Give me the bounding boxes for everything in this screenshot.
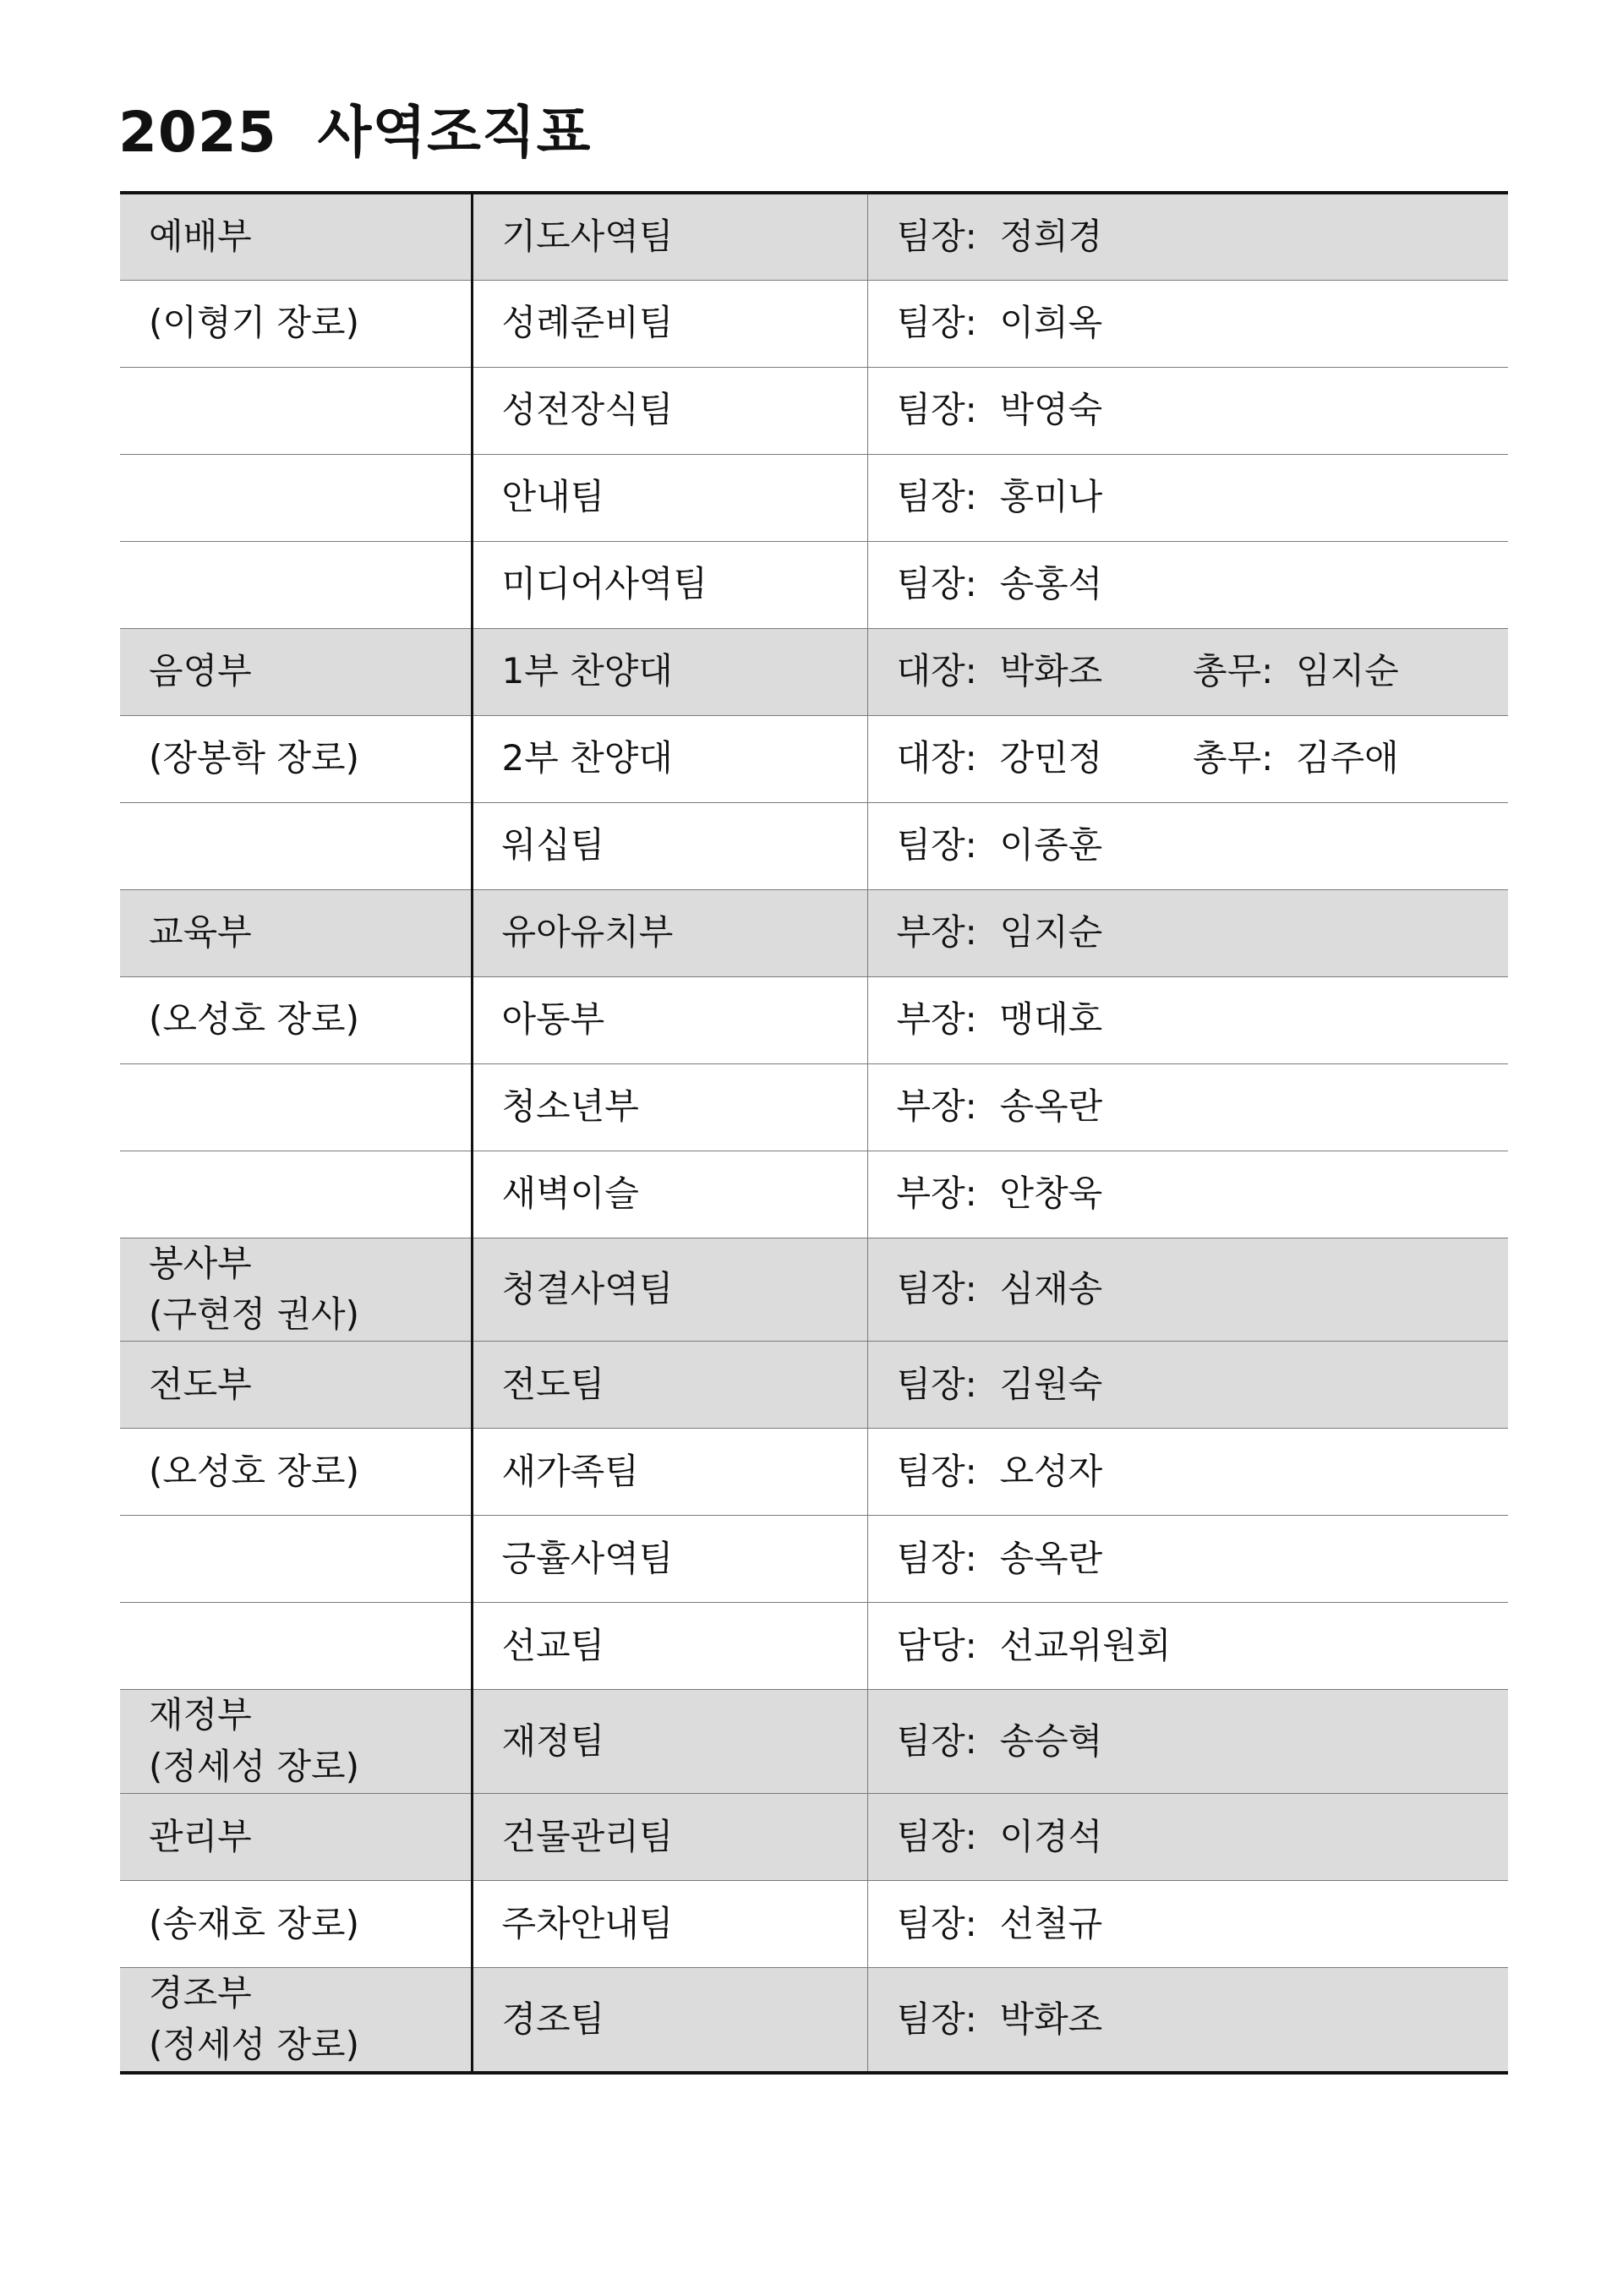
team-cell: 주차안내팀 — [472, 1881, 867, 1968]
team-cell: 선교팀 — [472, 1603, 867, 1690]
department-cell — [120, 1881, 472, 1968]
department-cell — [120, 367, 472, 454]
leader-text: 팀장: 정희경 — [896, 215, 1103, 257]
department-cell — [120, 1794, 472, 1881]
leader-cell — [867, 193, 1508, 280]
leader-cell — [867, 715, 1508, 802]
department-cell — [120, 1968, 472, 2073]
table-row — [120, 454, 1508, 541]
department-cell — [120, 1063, 472, 1151]
table-row — [120, 1238, 1508, 1342]
table-row — [120, 802, 1508, 889]
team-cell: 경조팀 — [472, 1968, 867, 2073]
leader-text: 담당: 선교위원회 — [896, 1624, 1172, 1666]
team-cell: 새가족팀 — [472, 1429, 867, 1516]
department-name: (장봉학 장로) — [149, 737, 359, 779]
table-row — [120, 1342, 1508, 1429]
department-cell — [120, 541, 472, 628]
team-cell: 전도팀 — [472, 1342, 867, 1429]
leader-text: 대장: 강민정 총무: 김주애 — [896, 737, 1399, 779]
department-cell — [120, 976, 472, 1063]
department-cell — [120, 628, 472, 715]
department-name: (오성호 장로) — [149, 998, 359, 1041]
department-elder: (정세성 장로) — [149, 1746, 359, 1788]
team-cell: 청소년부 — [472, 1063, 867, 1151]
team-cell: 유아유치부 — [472, 889, 867, 976]
leader-cell — [867, 1516, 1508, 1603]
department-cell — [120, 1429, 472, 1516]
leader-text: 부장: 안창욱 — [896, 1173, 1103, 1215]
leader-text: 부장: 송옥란 — [896, 1085, 1103, 1128]
table-row — [120, 1603, 1508, 1690]
department-name: 예배부 — [149, 215, 252, 257]
leader-text: 팀장: 선철규 — [896, 1902, 1103, 1944]
leader-cell — [867, 454, 1508, 541]
department-cell — [120, 889, 472, 976]
leader-text: 부장: 임지순 — [896, 911, 1103, 954]
table-row — [120, 976, 1508, 1063]
team-cell: 재정팀 — [472, 1690, 867, 1794]
leader-text: 팀장: 심재송 — [896, 1268, 1103, 1310]
department-name: 음영부 — [149, 650, 252, 692]
leader-cell — [867, 1063, 1508, 1151]
table-row — [120, 541, 1508, 628]
leader-text: 팀장: 이경석 — [896, 1815, 1103, 1857]
leader-cell — [867, 1151, 1508, 1238]
department-cell — [120, 715, 472, 802]
leader-text: 대장: 박화조 총무: 임지순 — [896, 650, 1399, 692]
department-name: (이형기 장로) — [149, 302, 359, 344]
department-name: 관리부 — [149, 1815, 252, 1857]
leader-cell — [867, 976, 1508, 1063]
department-cell — [120, 454, 472, 541]
department-elder: (구현정 권사) — [149, 1293, 359, 1336]
team-cell: 1부 찬양대 — [472, 628, 867, 715]
table-row — [120, 1151, 1508, 1238]
leader-cell — [867, 802, 1508, 889]
leader-text: 팀장: 송홍석 — [896, 563, 1103, 605]
ministry-organization-table — [120, 191, 1508, 2075]
leader-cell — [867, 280, 1508, 367]
team-cell: 새벽이슬 — [472, 1151, 867, 1238]
table-row — [120, 1794, 1508, 1881]
table-row — [120, 280, 1508, 367]
leader-text: 팀장: 박영숙 — [896, 389, 1103, 431]
leader-cell — [867, 367, 1508, 454]
leader-cell — [867, 1690, 1508, 1794]
leader-text: 팀장: 김원숙 — [896, 1363, 1103, 1405]
department-name: 재정부 — [149, 1694, 252, 1736]
department-name: (송재호 장로) — [149, 1902, 359, 1944]
leader-cell — [867, 1794, 1508, 1881]
table-row — [120, 1063, 1508, 1151]
table-row — [120, 628, 1508, 715]
leader-text: 팀장: 송옥란 — [896, 1537, 1103, 1579]
table-row — [120, 715, 1508, 802]
team-cell: 건물관리팀 — [472, 1794, 867, 1881]
department-name: 경조부 — [149, 1972, 252, 2014]
leader-cell — [867, 889, 1508, 976]
department-cell — [120, 1151, 472, 1238]
leader-text: 부장: 맹대호 — [896, 998, 1103, 1041]
leader-cell — [867, 1968, 1508, 2073]
department-cell — [120, 1690, 472, 1794]
leader-cell — [867, 1429, 1508, 1516]
team-cell: 안내팀 — [472, 454, 867, 541]
table-row — [120, 1429, 1508, 1516]
department-elder: (정세성 장로) — [149, 2023, 359, 2065]
leader-cell — [867, 1881, 1508, 1968]
team-cell: 청결사역팀 — [472, 1238, 867, 1342]
table-body — [120, 193, 1508, 2073]
team-cell: 성례준비팀 — [472, 280, 867, 367]
leader-cell — [867, 1342, 1508, 1429]
leader-text: 팀장: 홍미나 — [896, 476, 1103, 518]
department-name: 전도부 — [149, 1363, 252, 1405]
table-row — [120, 1516, 1508, 1603]
page-title: 2025 사역조직표 — [118, 100, 592, 165]
leader-cell — [867, 628, 1508, 715]
team-cell: 긍휼사역팀 — [472, 1516, 867, 1603]
department-cell — [120, 1342, 472, 1429]
table-row — [120, 367, 1508, 454]
table-row — [120, 1690, 1508, 1794]
team-cell: 기도사역팀 — [472, 193, 867, 280]
department-cell — [120, 193, 472, 280]
leader-text: 팀장: 송승혁 — [896, 1719, 1103, 1762]
leader-cell — [867, 1603, 1508, 1690]
table-row — [120, 1881, 1508, 1968]
team-cell: 성전장식팀 — [472, 367, 867, 454]
team-cell: 미디어사역팀 — [472, 541, 867, 628]
leader-text: 팀장: 이종훈 — [896, 824, 1103, 866]
leader-text: 팀장: 이희옥 — [896, 302, 1103, 344]
team-cell: 워십팀 — [472, 802, 867, 889]
team-cell: 아동부 — [472, 976, 867, 1063]
leader-cell — [867, 1238, 1508, 1342]
table-row — [120, 889, 1508, 976]
team-cell: 2부 찬양대 — [472, 715, 867, 802]
department-cell — [120, 280, 472, 367]
department-cell — [120, 802, 472, 889]
table-row — [120, 193, 1508, 280]
department-cell — [120, 1238, 472, 1342]
department-cell — [120, 1516, 472, 1603]
department-name: (오성호 장로) — [149, 1450, 359, 1492]
leader-text: 팀장: 박화조 — [896, 1998, 1103, 2040]
leader-cell — [867, 541, 1508, 628]
department-name: 교육부 — [149, 911, 252, 954]
table-row — [120, 1968, 1508, 2073]
department-cell — [120, 1603, 472, 1690]
leader-text: 팀장: 오성자 — [896, 1450, 1103, 1492]
department-name: 봉사부 — [149, 1242, 252, 1284]
